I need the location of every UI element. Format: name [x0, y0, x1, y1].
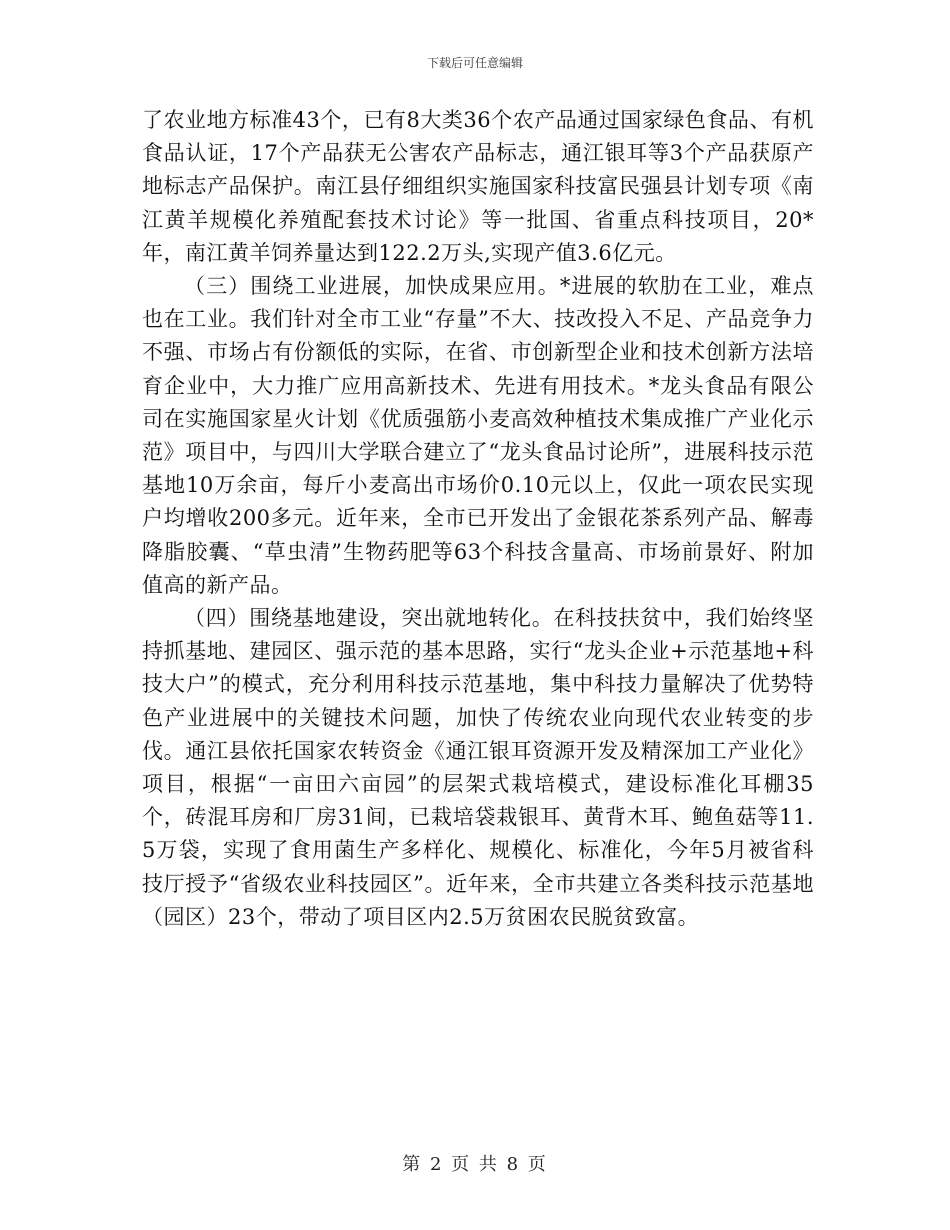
page-header: 下载后可任意编辑 [426, 56, 523, 70]
document-body [142, 104, 814, 934]
page-number-footer: 第 2 页 共 8 页 [402, 1154, 548, 1175]
body-paragraph-section-3: （三）围绕工业进展，加快成果应用。*进展的软肋在工业，难点也在工业。我们针对全市工业“存量”不大、技改投入不足、产品竞争力不强、市场占有份额低的实际，在省、市创新型企业和技术创新方法培育企业中，大力推广应用高新技术、先进有用技术。*龙头食品有限公司在实施国家星火计划《优质强筋小麦高效种植技术集成推广产业化示范》项目中，与四川大学联合建立了“龙头食品讨论所”，进展科技示范基地10万余亩，每斤小麦高出市场价0.10元以上，仅此一项农民实现户均增收200多元。近年来，全市已开发出了金银花茶系列产品、解毒降脂胶囊、“草虫清”生物药肥等63个科技含量高、市场前景好、附加值高的新产品。 [142, 274, 814, 597]
body-paragraph-section-4: （四）围绕基地建设，突出就地转化。在科技扶贫中，我们始终坚持抓基地、建园区、强示范的基本思路，实行“龙头企业+示范基地+科技大户”的模式，充分利用科技示范基地，集中科技力量解决了优势特色产业进展中的关键技术问题，加快了传统农业向现代农业转变的步伐。通江县依托国家农转资金《通江银耳资源开发及精深加工产业化》项目，根据“一亩田六亩园”的层架式栽培模式，建设标准化耳棚35个，砖混耳房和厂房31间，已栽培袋栽银耳、黄背木耳、鲍鱼菇等11.5万袋，实现了食用菌生产多样化、规模化、标准化，今年5月被省科技厅授予“省级农业科技园区”。近年来，全市共建立各类科技示范基地（园区）23个，带动了项目区内2.5万贫困农民脱贫致富。 [142, 606, 814, 929]
body-paragraph-continuation: 了农业地方标准43个，已有8大类36个农产品通过国家绿色食品、有机食品认证，17个产品获无公害农产品标志，通江银耳等3个产品获原产地标志产品保护。南江县仔细组织实施国家科技富民强县计划专项《南江黄羊规模化养殖配套技术讨论》等一批国、省重点科技项目，20*年，南江黄羊饲养量达到122.2万头,实现产值3.6亿元。 [142, 108, 814, 265]
